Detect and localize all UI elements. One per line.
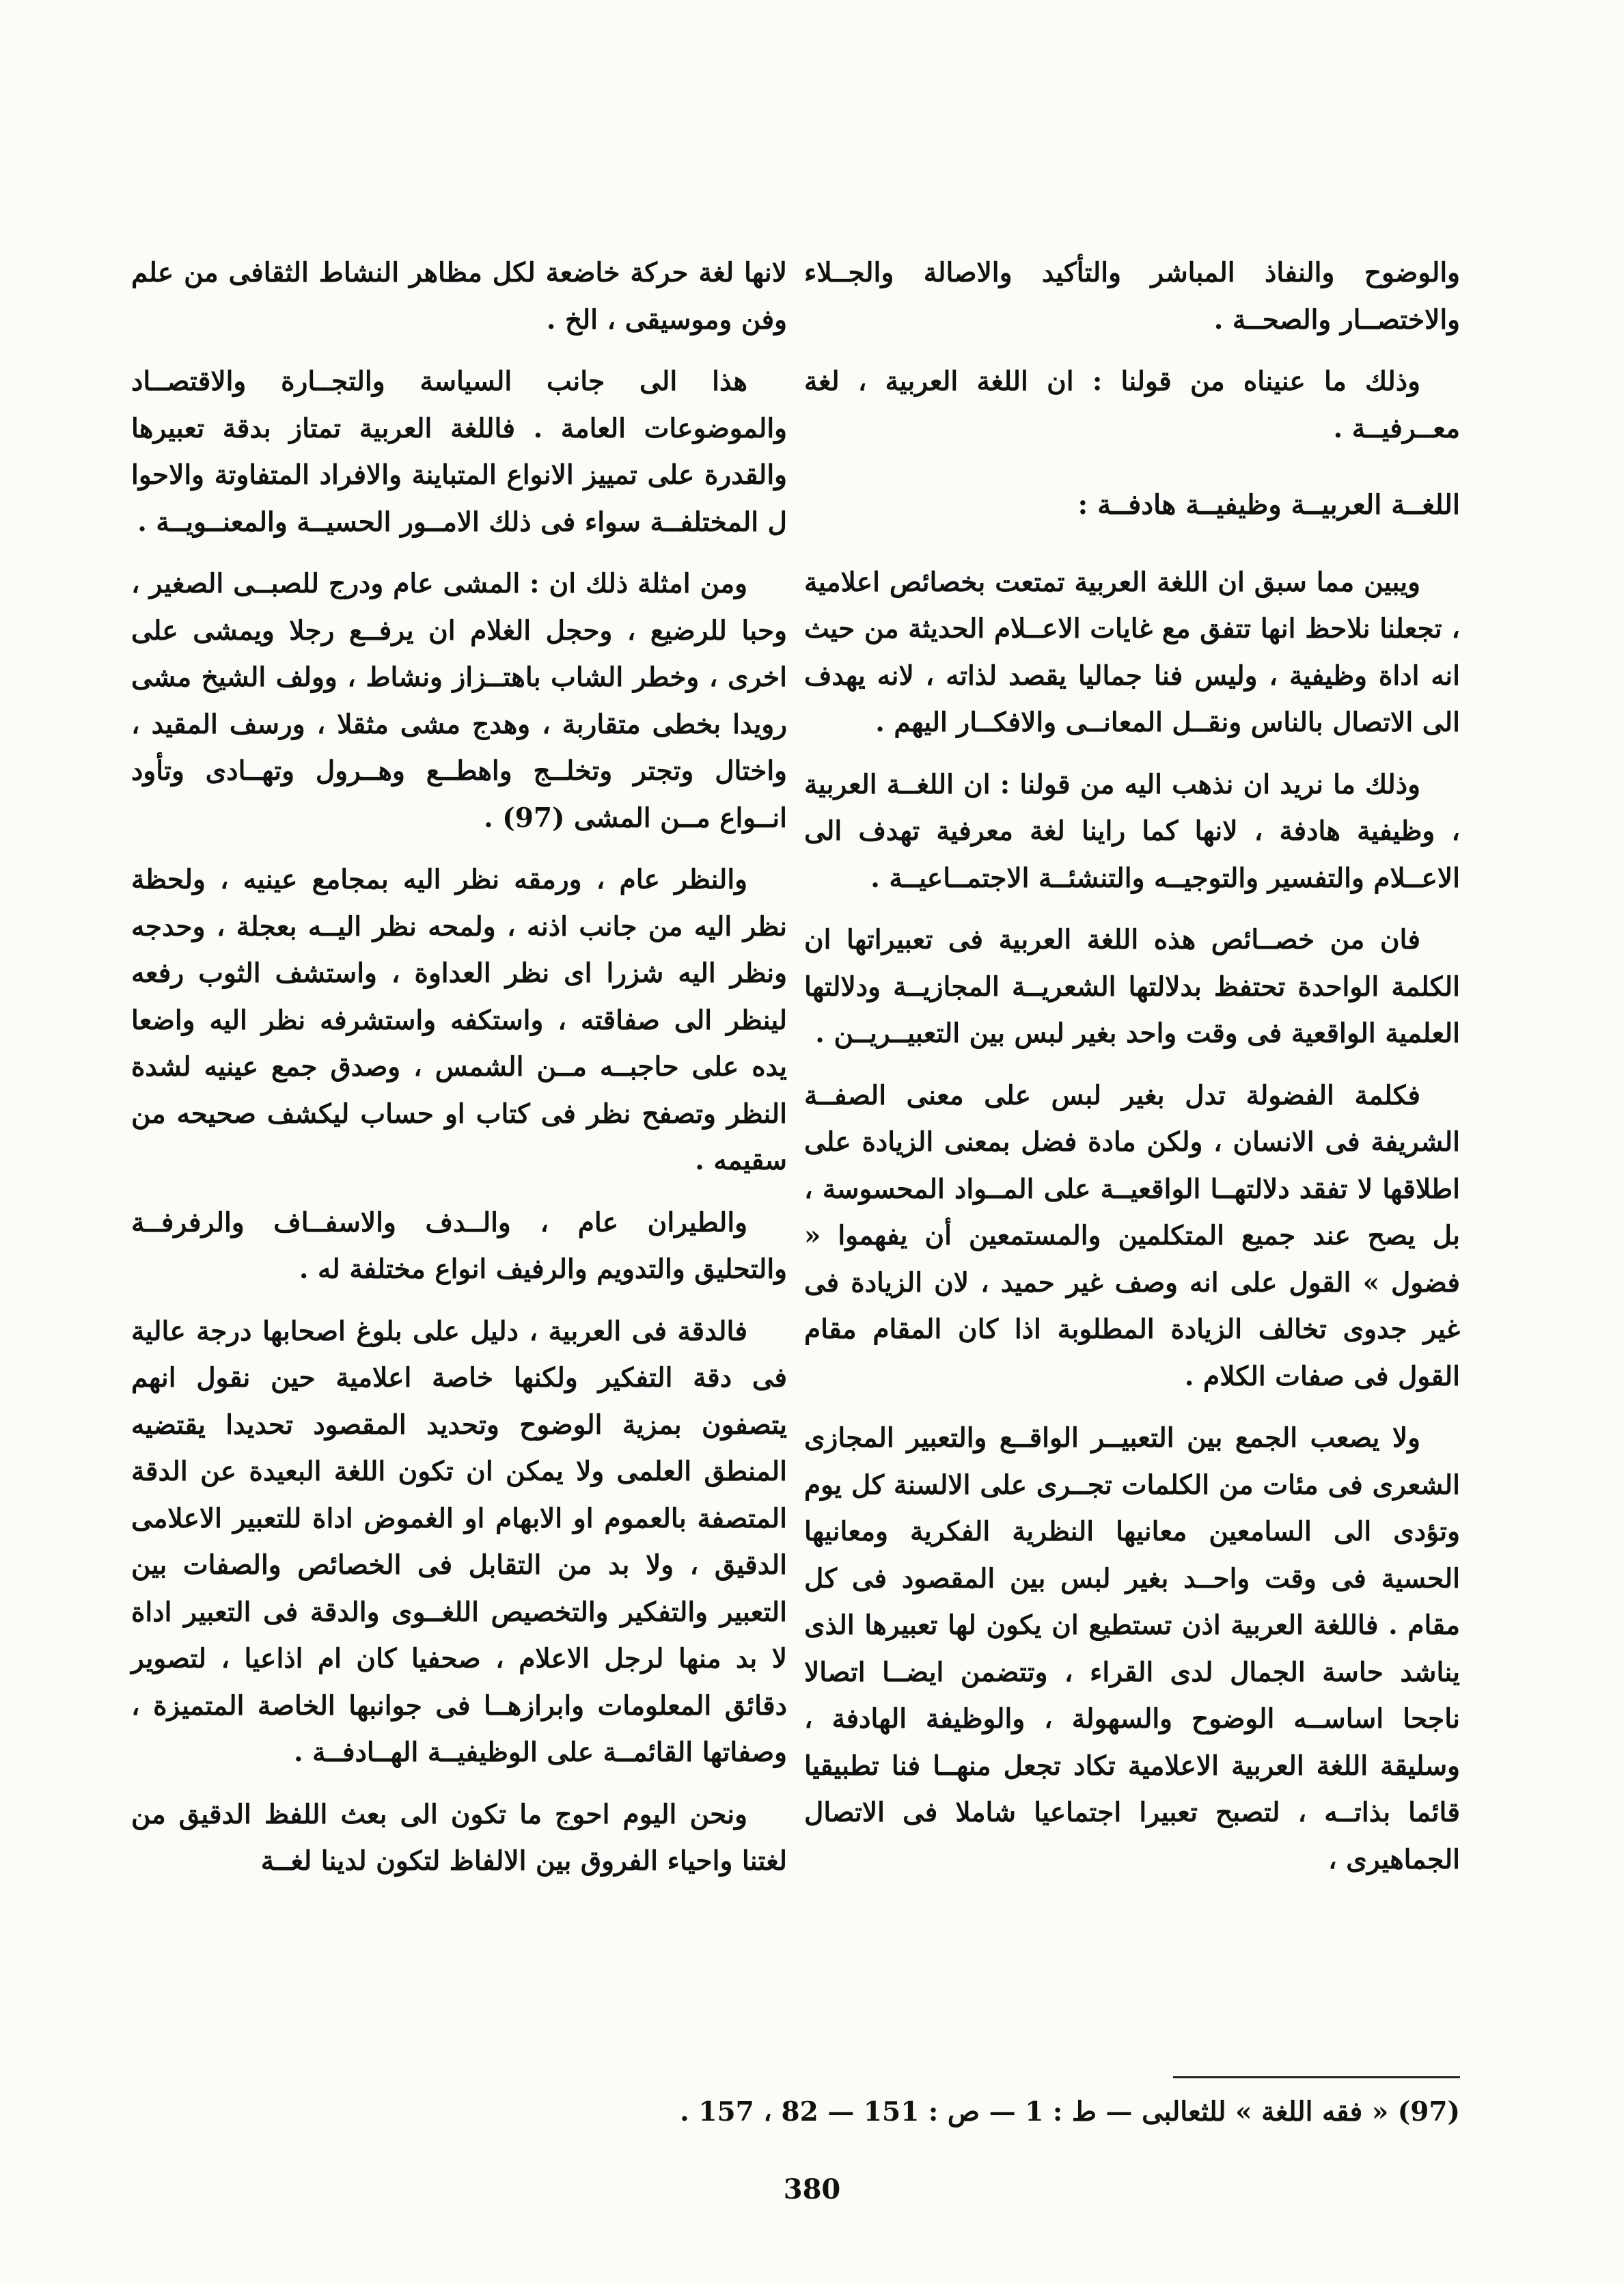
right-column	[804, 249, 1460, 1898]
paragraph: فان من خصــائص هذه اللغة العربية فى تعبيراتها ان الكلمة الواحدة تحتفظ بدلالتها الشعريــة المجازيــة ودلالتها العلمية الواقعية فى وقت واحد بغير لبس بين التعبيــريــن .	[804, 924, 1460, 1049]
paragraph: والوضوح والنفاذ المباشر والتأكيد والاصالة والجــلاء والاختصــار والصحــة .	[804, 257, 1460, 336]
footnote-divider	[1173, 2076, 1460, 2078]
paragraph: وذلك ما عنيناه من قولنا : ان اللغة العربية ، لغة معــرفيــة .	[804, 366, 1460, 444]
paragraph: والطيران عام ، والــدف والاسفــاف والرفرفــة والتحليق والتدويم والرفيف انواع مختلفة له .	[131, 1206, 787, 1285]
paragraph: ومن امثلة ذلك ان : المشى عام ودرج للصبــى الصغير ، وحبا للرضيع ، وحجل الغلام ان يرفــع رجلا ويمشى على اخرى ، وخطر الشاب باهتــزاز ونشاط ، وولف الشيخ مشى رويدا بخطى متقاربة ، وهدج مشى مثقلا ، ورسف المقيد ، واختال وتجتر وتخلــج واهطــع وهــرول وتهــادى وتأود انــواع مــن المشى (97) .	[131, 568, 787, 834]
paragraph: هذا الى جانب السياسة والتجــارة والاقتصــاد والموضوعات العامة . فاللغة العربية تمتاز بدقة تعبيرها والقدرة على تمييز الانواع المتباينة والافراد المتفاوتة والاحوا ل المختلفــة سواء فى ذلك الامــور الحسيــة والمعنــويــة .	[131, 366, 787, 538]
paragraph: فالدقة فى العربية ، دليل على بلوغ اصحابها درجة عالية فى دقة التفكير ولكنها خاصة اعلامية حين نقول انهم يتصفون بمزية الوضوح وتحديد المقصود تحديدا يقتضيه المنطق العلمى ولا يمكن ان تكون اللغة البعيدة عن الدقة المتصفة بالعموم او الابهام او الغموض اداة للتعبير الاعلامى الدقيق ، ولا بد من التقابل فى الخصائص والصفات بين التعبير والتفكير والتخصيص اللغــوى والدقة فى التعبير اداة لا بد منها لرجل الاعلام ، صحفيا كان ام اذاعيا ، لتصوير دقائق المعلومات وابرازهــا فى جوانبها الخاصة المتميزة ، وصفاتها القائمــة على الوظيفيــة الهــادفــة .	[131, 1315, 787, 1768]
left-column	[131, 249, 787, 1900]
page-number: 380	[783, 2173, 841, 2205]
paragraph: ونحن اليوم احوج ما تكون الى بعث اللفظ الدقيق من لغتنا واحياء الفروق بين الالفاظ لتكون لدينا لغــة	[131, 1798, 787, 1877]
section-heading: اللغــة العربيــة وظيفيــة هادفــة :	[1077, 489, 1460, 521]
paragraph: ولا يصعب الجمع بين التعبيــر الواقــع والتعبير المجازى الشعرى فى مئات من الكلمات تجــرى على الالسنة كل يوم وتؤدى الى السامعين معانيها النظرية الفكرية ومعانيها الحسية فى وقت واحــد بغير لبس بين المقصود فى كل مقام . فاللغة العربية اذن تستطيع ان يكون لها تعبيرها الذى يناشد حاسة الجمال لدى القراء ، وتتضمن ايضــا اتصالا ناجحا اساســه الوضوح والسهولة ، والوظيفة الهادفة ، وسليقة اللغة العربية الاعلامية تكاد تجعل منهــا فنا تطبيقيا قائما بذاتــه ، لتصبح تعبيرا اجتماعيا شاملا فى الاتصال الجماهيرى ،	[804, 1422, 1460, 1875]
paragraph: وذلك ما نريد ان نذهب اليه من قولنا : ان اللغــة العربية ، وظيفية هادفة ، لانها كما راينا لغة معرفية تهدف الى الاعــلام والتفسير والتوجيــه والتنشئــة الاجتمــاعيــة .	[804, 768, 1460, 894]
footnote: (97) « فقه اللغة » للثعالبى — ط : 1 — ص : 151 — 82 ، 157 .	[680, 2096, 1460, 2127]
paragraph: لانها لغة حركة خاضعة لكل مظاهر النشاط الثقافى من علم وفن وموسيقى ، الخ .	[131, 257, 787, 336]
paragraph: ويبين مما سبق ان اللغة العربية تمتعت بخصائص اعلامية ، تجعلنا نلاحظ انها تتفق مع غايات الاعــلام الحديثة من حيث انه اداة وظيفية ، وليس فنا جماليا يقصد لذاته ، لانه يهدف الى الاتصال بالناس ونقــل المعانــى والافكــار اليهم .	[804, 566, 1460, 738]
paragraph: فكلمة الفضولة تدل بغير لبس على معنى الصفــة الشريفة فى الانسان ، ولكن مادة فضل بمعنى الزيادة على اطلاقها لا تفقد دلالتهــا الواقعيــة على المــواد المحسوسة ، بل يصح عند جميع المتكلمين والمستمعين أن يفهموا « فضول » القول على انه وصف غير حميد ، لان الزيادة فى غير جدوى تخالف الزيادة المطلوبة اذا كان المقام مقام القول فى صفات الكلام .	[804, 1079, 1460, 1392]
paragraph: والنظر عام ، ورمقه نظر اليه بمجامع عينيه ، ولحظة نظر اليه من جانب اذنه ، ولمحه نظر اليــه بعجلة ، وحدجه ونظر اليه شزرا اى نظر العداوة ، واستشف الثوب رفعه لينظر الى صفاقته ، واستكفه واستشرفه نظر اليه واضعا يده على حاجبــه مــن الشمس ، وصدق جمع عينيه لشدة النظر وتصفح نظر فى كتاب او حساب ليكشف صحيحه من سقيمه .	[131, 864, 787, 1176]
